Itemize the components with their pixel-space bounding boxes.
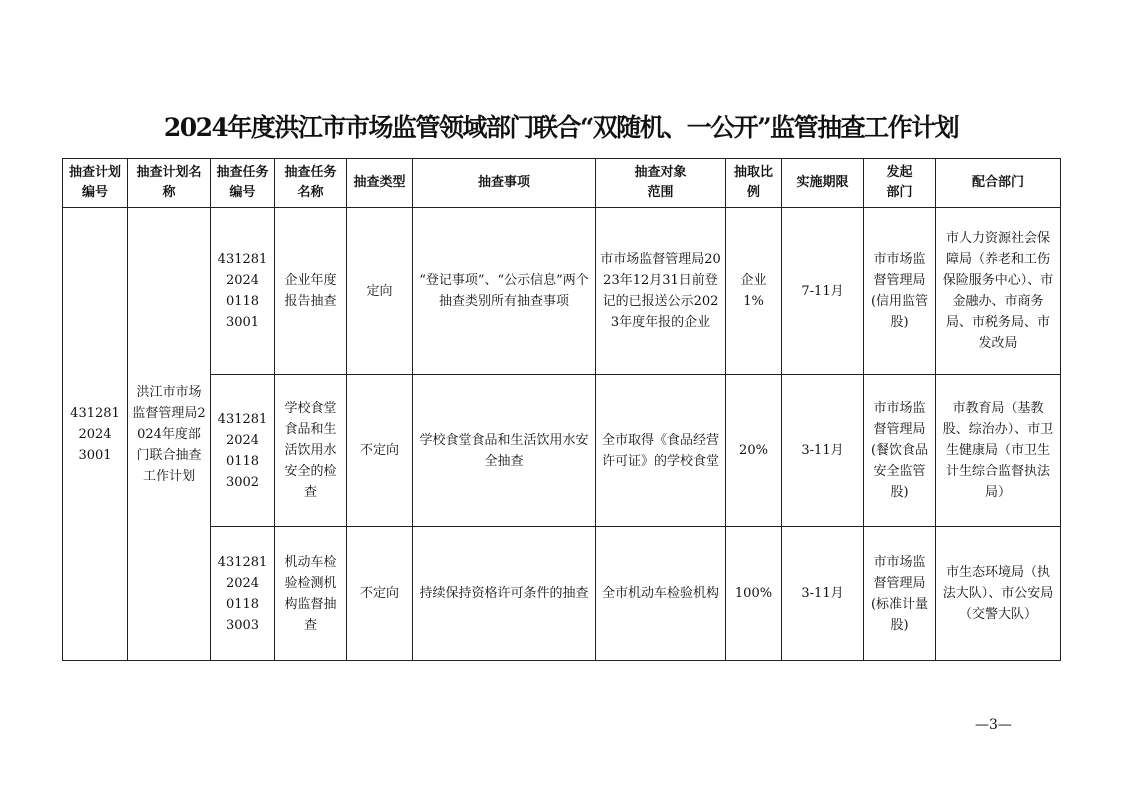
target-scope-cell: 全市机动车检验机构	[596, 527, 726, 661]
inspection-plan-table	[62, 158, 1061, 661]
document-title: 2024年度洪江市市场监管领域部门联合“双随机、一公开”监管抽查工作计划	[163, 113, 959, 142]
period-cell: 3-11月	[782, 527, 864, 661]
check-items-cell: “登记事项”、“公示信息”两个抽查类别所有抽查事项	[413, 208, 596, 375]
task-name-cell: 机动车检验检测机构监督抽查	[275, 527, 347, 661]
plan-code-cell: 431281 2024 3001	[63, 208, 128, 661]
header-sampling-ratio: 抽取比例	[726, 159, 782, 208]
sampling-ratio-cell: 企业 1%	[726, 208, 782, 375]
task-code-cell: 431281 2024 0118 3002	[211, 375, 275, 527]
check-type-cell: 不定向	[347, 375, 413, 527]
initiator-cell: 市市场监督管理局(标准计量股)	[864, 527, 936, 661]
header-plan-code: 抽查计划编号	[63, 159, 128, 208]
period-cell: 3-11月	[782, 375, 864, 527]
page-number: —3—	[975, 717, 1012, 733]
header-plan-name: 抽查计划名称	[128, 159, 211, 208]
task-code-cell: 431281 2024 0118 3003	[211, 527, 275, 661]
task-name-cell: 学校食堂食品和生活饮用水安全的检查	[275, 375, 347, 527]
check-items-cell: 学校食堂食品和生活饮用水安全抽查	[413, 375, 596, 527]
header-target-scope: 抽查对象 范围	[596, 159, 726, 208]
cooperators-cell: 市人力资源社会保障局（养老和工伤保险服务中心）、市金融办、市商务局、市税务局、市发改局	[936, 208, 1061, 375]
header-initiator: 发起 部门	[864, 159, 936, 208]
check-type-cell: 定向	[347, 208, 413, 375]
table-row	[63, 527, 1061, 661]
header-cooperators: 配合部门	[936, 159, 1061, 208]
table-header-row	[63, 159, 1061, 208]
target-scope-cell: 市市场监督管理局2023年12月31日前登记的已报送公示2023年度年报的企业	[596, 208, 726, 375]
sampling-ratio-cell: 20%	[726, 375, 782, 527]
target-scope-cell: 全市取得《食品经营许可证》的学校食堂	[596, 375, 726, 527]
check-type-cell: 不定向	[347, 527, 413, 661]
period-cell: 7-11月	[782, 208, 864, 375]
initiator-cell: 市市场监督管理局(餐饮食品安全监管股)	[864, 375, 936, 527]
cooperators-cell: 市生态环境局（执法大队）、市公安局（交警大队）	[936, 527, 1061, 661]
header-task-name: 抽查任务名称	[275, 159, 347, 208]
plan-name-cell: 洪江市市场监督管理局2024年度部门联合抽查工作计划	[128, 208, 211, 661]
header-task-code: 抽查任务编号	[211, 159, 275, 208]
cooperators-cell: 市教育局（基教股、综治办）、市卫生健康局（市卫生计生综合监督执法局）	[936, 375, 1061, 527]
table-row	[63, 375, 1061, 527]
task-name-cell: 企业年度报告抽查	[275, 208, 347, 375]
sampling-ratio-cell: 100%	[726, 527, 782, 661]
check-items-cell: 持续保持资格许可条件的抽查	[413, 527, 596, 661]
header-check-type: 抽查类型	[347, 159, 413, 208]
initiator-cell: 市市场监督管理局(信用监管股)	[864, 208, 936, 375]
table-row	[63, 208, 1061, 375]
task-code-cell: 431281 2024 0118 3001	[211, 208, 275, 375]
header-period: 实施期限	[782, 159, 864, 208]
header-check-items: 抽查事项	[413, 159, 596, 208]
